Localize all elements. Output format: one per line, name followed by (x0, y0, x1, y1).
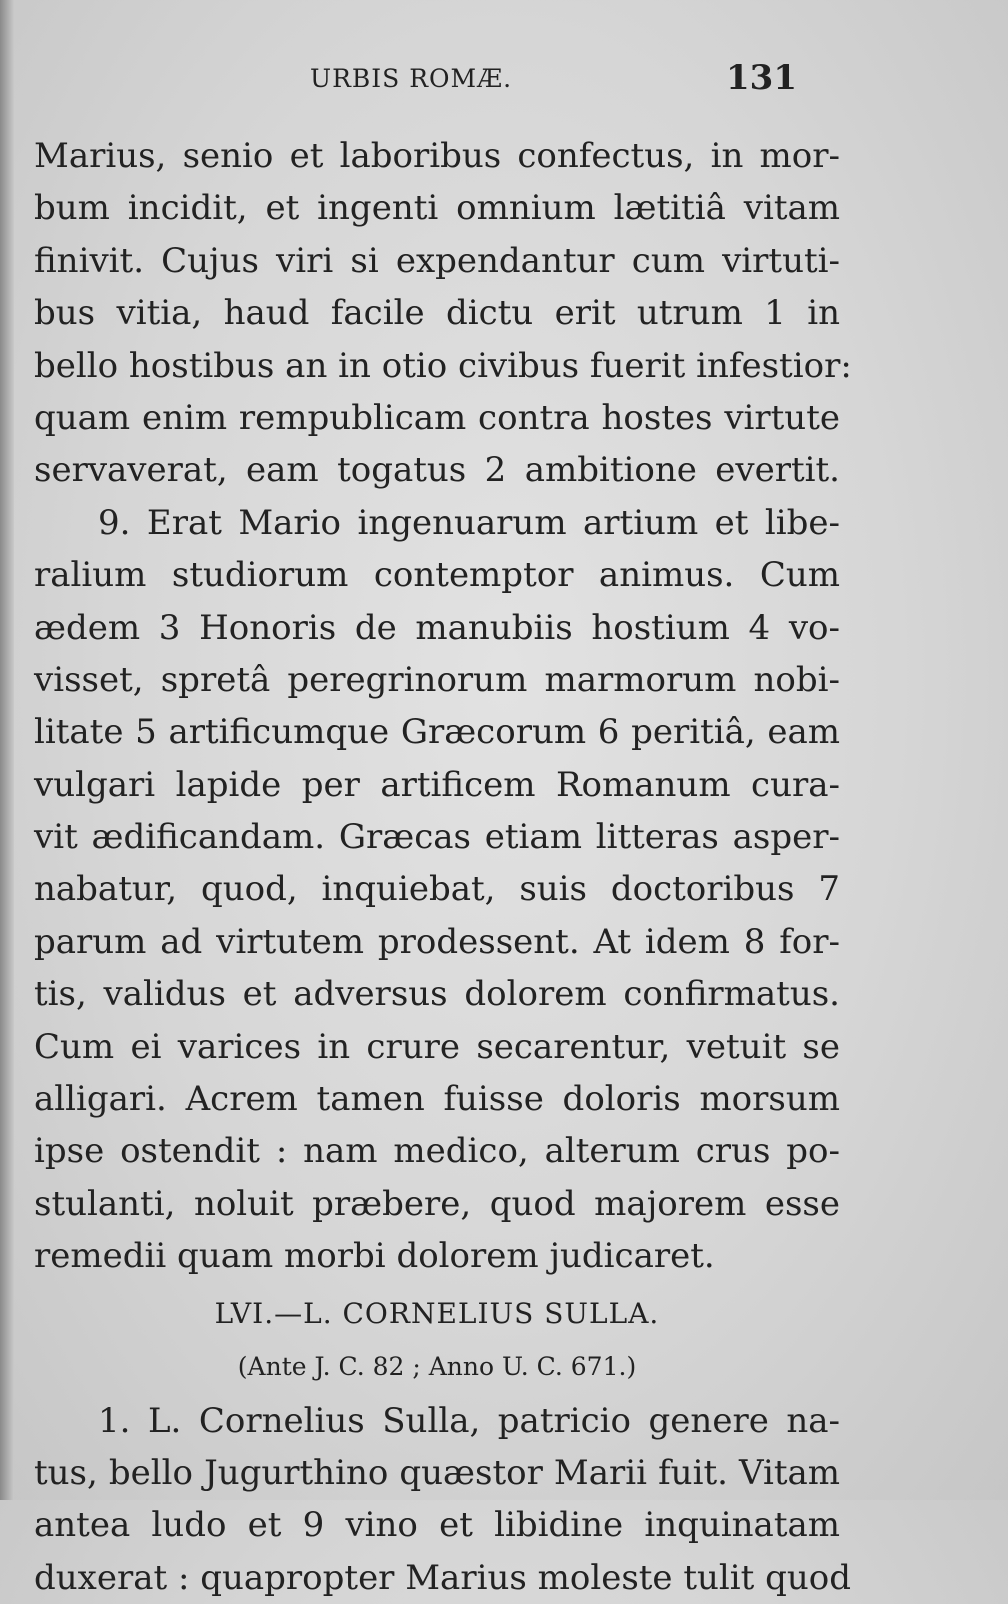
text-line: antea ludo et 9 vino et libidine inquinatam (34, 1505, 840, 1546)
text-line: tus, bello Jugurthino quæstor Marii fuit. Vitam (34, 1452, 840, 1493)
text-line: nabatur, quod, inquiebat, suis doctoribus 7 (34, 869, 840, 910)
text-line: alligari. Acrem tamen fuisse doloris morsum (34, 1079, 840, 1120)
text-line: tis, validus et adversus dolorem confirmatus. (34, 974, 840, 1015)
text-line: bus vitia, haud facile dictu erit utrum 1 in (34, 293, 840, 334)
running-title: URBIS ROMÆ. (310, 64, 513, 93)
text-line: visset, spretâ peregrinorum marmorum nobi- (34, 659, 840, 700)
section-2-text (34, 1395, 852, 1604)
text-line: duxerat : quapropter Marius moleste tulit quod (34, 1557, 852, 1598)
text-line: vulgari lapide per artificem Romanum cura- (34, 764, 840, 805)
text-line: ralium studiorum contemptor animus. Cum (34, 555, 840, 596)
section-1-text (34, 130, 852, 1283)
text-line: finivit. Cujus viri si expendantur cum virtuti- (34, 240, 840, 281)
text-line: Cum ei varices in crure secarentur, vetuit se (34, 1026, 840, 1067)
text-line: stulanti, noluit præbere, quod majorem esse (34, 1183, 840, 1224)
page-header (34, 58, 840, 102)
text-line: 9. Erat Mario ingenuarum artium et libe- (98, 502, 840, 543)
text-line: 1. L. Cornelius Sulla, patricio genere na- (98, 1400, 840, 1441)
text-line: servaverat, eam togatus 2 ambitione evertit. (34, 450, 840, 491)
text-line: Marius, senio et laboribus confectus, in mor- (34, 136, 840, 176)
text-line: remedii quam morbi dolorem judicaret. (34, 1236, 715, 1277)
text-line: bum incidit, et ingenti omnium lætitiâ vitam (34, 188, 840, 229)
text-line: ipse ostendit : nam medico, alterum crus po- (34, 1131, 840, 1172)
chapter-heading: LVI.—L. CORNELIUS SULLA. (214, 1296, 660, 1330)
page-edge-shadow (0, 0, 14, 1500)
text-line: ædem 3 Honoris de manubiis hostium 4 vo- (34, 607, 840, 648)
page-number: 131 (726, 58, 797, 98)
text-line: vit ædificandam. Græcas etiam litteras asper- (34, 817, 840, 858)
book-page (34, 58, 852, 1604)
text-line: quam enim rempublicam contra hostes virtute (34, 397, 840, 438)
chapter-date: (Ante J. C. 82 ; Anno U. C. 671.) (237, 1351, 637, 1381)
text-line: litate 5 artificumque Græcorum 6 peritiâ, eam (34, 712, 840, 753)
text-line: bello hostibus an in otio civibus fuerit infestior: (34, 345, 852, 386)
text-line: parum ad virtutem prodessent. At idem 8 for- (34, 921, 840, 962)
